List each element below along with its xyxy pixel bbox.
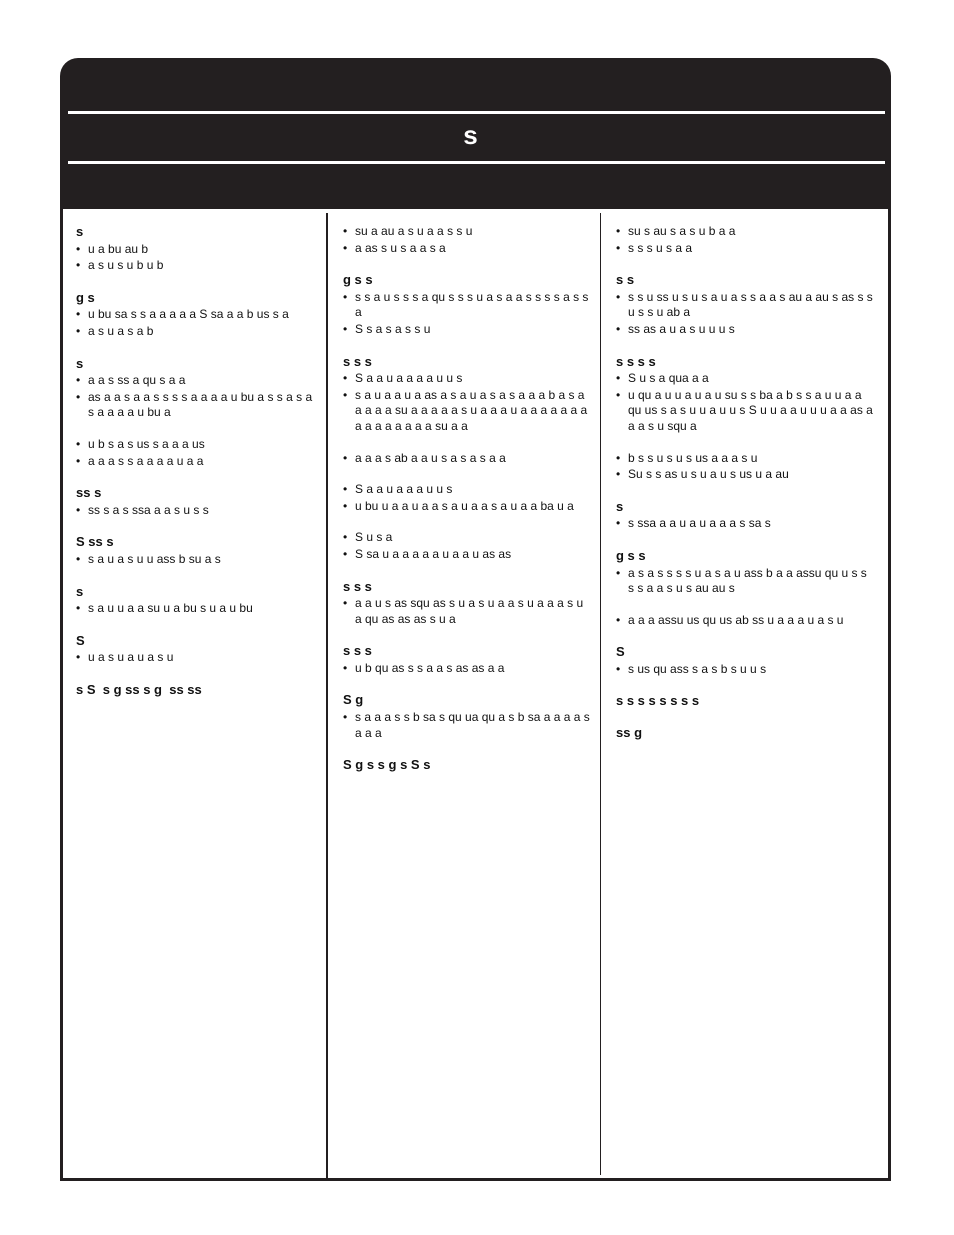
bullet-item: • a a u s as squ as s u a s u a a s u a a a s u a qu as as as s u a xyxy=(343,596,591,627)
page-header xyxy=(60,58,891,209)
section xyxy=(76,437,316,469)
bullet-list xyxy=(76,503,316,519)
column-divider xyxy=(600,213,601,1175)
bullet-item: • S u s a qua a a xyxy=(616,371,874,387)
section xyxy=(343,224,591,256)
section xyxy=(76,682,316,698)
section-heading: s s xyxy=(616,272,635,288)
bullet-item: • S a a u a a a u u s xyxy=(343,482,591,498)
bullet-list xyxy=(76,437,316,469)
section xyxy=(616,548,874,597)
bullet-item: • as a a s a a s s s s a a a a u bu a s s a s a s a a a a u bu a xyxy=(76,390,316,421)
bullet-item: • S a a u a a a a u u s xyxy=(343,371,591,387)
bullet-item: • a a a s ab a a u s a s a s a a xyxy=(343,451,591,467)
bullet-list xyxy=(76,373,316,421)
section xyxy=(616,693,874,709)
section xyxy=(343,692,594,741)
section-heading: S xyxy=(616,644,625,660)
bullet-list xyxy=(343,482,591,514)
bullet-list xyxy=(616,289,877,338)
bullet-list xyxy=(616,371,877,434)
section-heading: S ss s xyxy=(76,534,114,550)
bullet-list xyxy=(76,650,316,666)
bullet-item: • a s a s s s s u a s a u ass b a a assu qu u s s s s a a s u s au au s xyxy=(616,566,874,597)
bullet-list xyxy=(616,516,874,532)
section xyxy=(616,499,874,532)
bullet-item: • su a au a s u a a s s u xyxy=(343,224,591,240)
section-heading: S g s s g s S s xyxy=(343,757,431,773)
bullet-item: • u a s u a u a s u xyxy=(76,650,316,666)
bullet-item: • s a u a s u u ass b su a s xyxy=(76,552,316,568)
bullet-item: • a a a s s a a a a u a a xyxy=(76,454,316,470)
bullet-list xyxy=(343,596,591,627)
bullet-item: • s s s u s a a xyxy=(616,241,874,257)
section-heading: ss s xyxy=(76,485,102,501)
bullet-list xyxy=(343,661,591,677)
bullet-item: • ss as a u a s u u u s xyxy=(616,322,874,338)
section-heading: S g xyxy=(343,692,364,708)
section-heading: s xyxy=(76,583,84,599)
section-heading: s s s xyxy=(343,643,372,659)
bullet-item: • a a s ss a qu s a a xyxy=(76,373,316,389)
section-heading: g s xyxy=(76,289,95,305)
header-bottom-rule xyxy=(68,161,885,164)
section xyxy=(616,353,877,435)
bullet-list xyxy=(76,242,316,274)
section xyxy=(76,633,316,666)
section-heading: s S s g ss s g ss ss xyxy=(76,681,202,697)
bullet-item: • S sa u a a a a a u a a u as as xyxy=(343,547,591,563)
bullet-item: • u b qu as s s a a s as as a a xyxy=(343,661,591,677)
section xyxy=(76,290,316,340)
bullet-item: • S u s a xyxy=(343,530,591,546)
section-heading: s xyxy=(616,498,624,514)
bullet-item: • u bu sa s s a a a a a S sa a a b us s a xyxy=(76,307,316,323)
section xyxy=(616,224,874,256)
section xyxy=(616,725,874,741)
section-heading: S xyxy=(76,632,85,648)
section-heading: s xyxy=(76,224,84,239)
bullet-item: • S s a s a s s u xyxy=(343,322,591,338)
page-title: s xyxy=(463,120,480,150)
column-1 xyxy=(76,224,316,713)
bullet-item: • u qu a u u a u a u su s s ba a b s s a u u a a qu us s a s u u a u u s S u u a a u u u a a as a a a s u squ a xyxy=(616,388,874,435)
section-heading: s s s xyxy=(343,353,372,369)
bullet-item: • s us qu ass s a s b s u u s xyxy=(616,662,874,678)
column-3 xyxy=(616,224,877,757)
section xyxy=(616,613,874,629)
bullet-item: • s s a u s s s a qu s s s u a s a a s s s s a s s a xyxy=(343,290,591,321)
section xyxy=(343,643,591,676)
section-heading: g s s xyxy=(616,547,646,563)
bullet-item: • u a bu au b xyxy=(76,242,316,258)
bullet-item: • s a u u a a su u a bu s u a u bu xyxy=(76,601,316,617)
bullet-item: • s a u a a u a as a s a u a s a s a a a b a s a a a a a su a a a a a s u a a a u a a a a a a a a a a a a a a a su a a xyxy=(343,388,591,435)
bullet-list xyxy=(343,710,594,741)
section-heading: ss g xyxy=(616,725,643,741)
bullet-item: • a s u s u b u b xyxy=(76,258,316,274)
section-heading: s s s xyxy=(343,578,372,594)
bullet-item: • b s s u s u s us a a a s u xyxy=(616,451,874,467)
header-top-rule xyxy=(68,111,885,114)
bullet-list xyxy=(616,566,874,597)
section xyxy=(343,482,591,514)
section xyxy=(76,584,316,617)
bullet-list xyxy=(616,662,874,678)
bullet-list xyxy=(76,552,316,568)
section xyxy=(343,530,591,562)
section-heading: s s s s s s s s xyxy=(616,693,700,709)
section xyxy=(76,534,316,567)
bullet-list xyxy=(76,307,316,339)
section xyxy=(76,224,316,274)
bullet-item: • su s au s a s u b a a xyxy=(616,224,874,240)
section-heading: g s s xyxy=(343,272,373,288)
bullet-item: • s s u ss u s u s a u a s s a a s au a au s as s s u s s u ab a xyxy=(616,290,874,321)
bullet-item: • s ssa a a u a u a a a s sa s xyxy=(616,516,874,532)
section xyxy=(343,354,591,435)
section xyxy=(343,272,591,337)
bullet-item: • a s u a s a b xyxy=(76,324,316,340)
section-heading: s xyxy=(76,355,84,371)
bullet-list xyxy=(343,451,591,467)
section-heading: s s s s xyxy=(616,353,656,369)
section xyxy=(616,272,877,337)
bullet-list xyxy=(343,530,591,562)
bullet-item: • a as s u s a a s a xyxy=(343,241,591,257)
bullet-list xyxy=(616,451,874,483)
column-divider xyxy=(326,213,328,1179)
bullet-item: • u bu u a a u a a s a u a a s a u a a ba u a xyxy=(343,499,591,515)
section xyxy=(76,485,316,518)
bullet-item: • s a a a s s b sa s qu ua qu a s b sa a a a a s a a a xyxy=(343,710,591,741)
section xyxy=(343,757,591,773)
column-2 xyxy=(343,224,594,789)
section xyxy=(616,451,874,483)
bullet-list xyxy=(76,601,316,617)
bullet-item: • a a a assu us qu us ab ss u a a a u a s u xyxy=(616,613,874,629)
bullet-item: • ss s a s ssa a a s u s s xyxy=(76,503,316,519)
section xyxy=(616,644,874,677)
bullet-item: • u b s a s us s a a a us xyxy=(76,437,316,453)
bullet-item: • Su s s as u s u a u s us u a au xyxy=(616,467,874,483)
section xyxy=(343,579,591,628)
bullet-list xyxy=(343,224,591,256)
section xyxy=(76,356,316,421)
section xyxy=(343,451,591,467)
bullet-list xyxy=(616,224,874,256)
bullet-list xyxy=(616,613,874,629)
bullet-list xyxy=(343,371,591,434)
bullet-list xyxy=(343,290,591,338)
